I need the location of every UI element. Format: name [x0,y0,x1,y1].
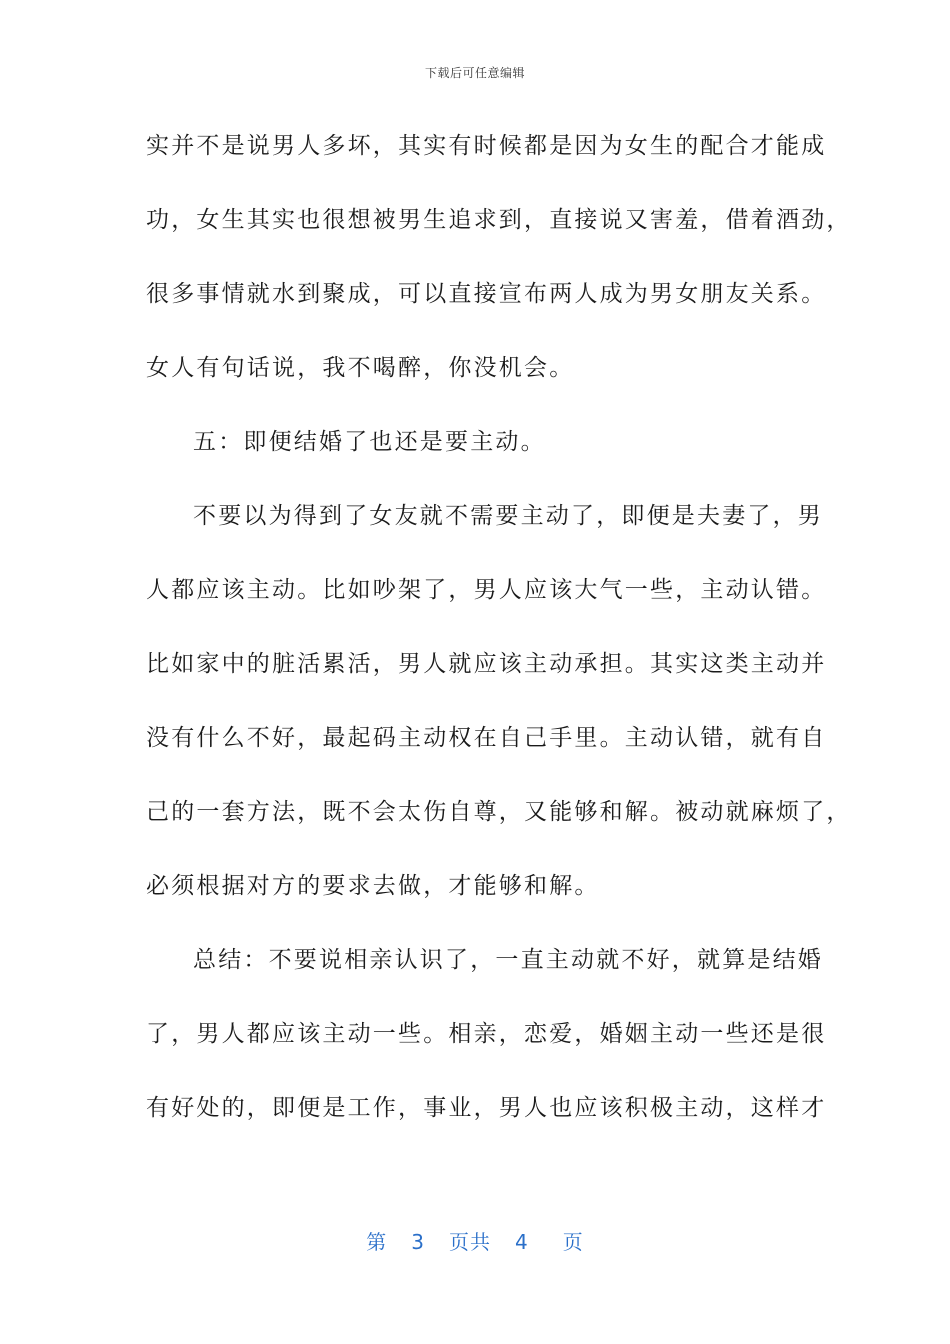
body-line: 实并不是说男人多坏，其实有时候都是因为女生的配合才能成 [146,133,827,159]
section-heading: 五：即便结婚了也还是要主动。 [193,429,546,455]
page-label-suffix: 页 [562,1230,584,1254]
body-line: 必须根据对方的要求去做，才能够和解。 [146,873,600,899]
body-line: 比如家中的脏活累活，男人就应该主动承担。其实这类主动并 [146,651,827,677]
header-note: 下载后可任意编辑 [424,66,525,80]
paragraph-start-line: 不要以为得到了女友就不需要主动了，即便是夫妻了，男 [193,503,823,529]
body-line: 己的一套方法，既不会太伤自尊，又能够和解。被动就麻烦了， [146,799,852,825]
page-total: 4 [515,1230,529,1254]
body-line: 没有什么不好，最起码主动权在自己手里。主动认错，就有自 [146,725,827,751]
page-number: 3 [411,1230,425,1254]
page-label-middle: 页共 [449,1230,491,1254]
body-line: 功，女生其实也很想被男生追求到，直接说又害羞，借着酒劲， [146,207,852,233]
body-line: 有好处的，即便是工作，事业，男人也应该积极主动，这样才 [146,1095,827,1121]
page-label-prefix: 第 [366,1230,388,1254]
page-footer [0,1226,950,1255]
summary-start-line: 总结：不要说相亲认识了，一直主动就不好，就算是结婚 [193,947,823,973]
body-line: 人都应该主动。比如吵架了，男人应该大气一些，主动认错。 [146,577,827,603]
body-line: 了，男人都应该主动一些。相亲，恋爱，婚姻主动一些还是很 [146,1021,827,1047]
document-body [146,124,852,1160]
body-line: 很多事情就水到聚成，可以直接宣布两人成为男女朋友关系。 [146,281,827,307]
body-line: 女人有句话说，我不喝醉，你没机会。 [146,355,575,381]
